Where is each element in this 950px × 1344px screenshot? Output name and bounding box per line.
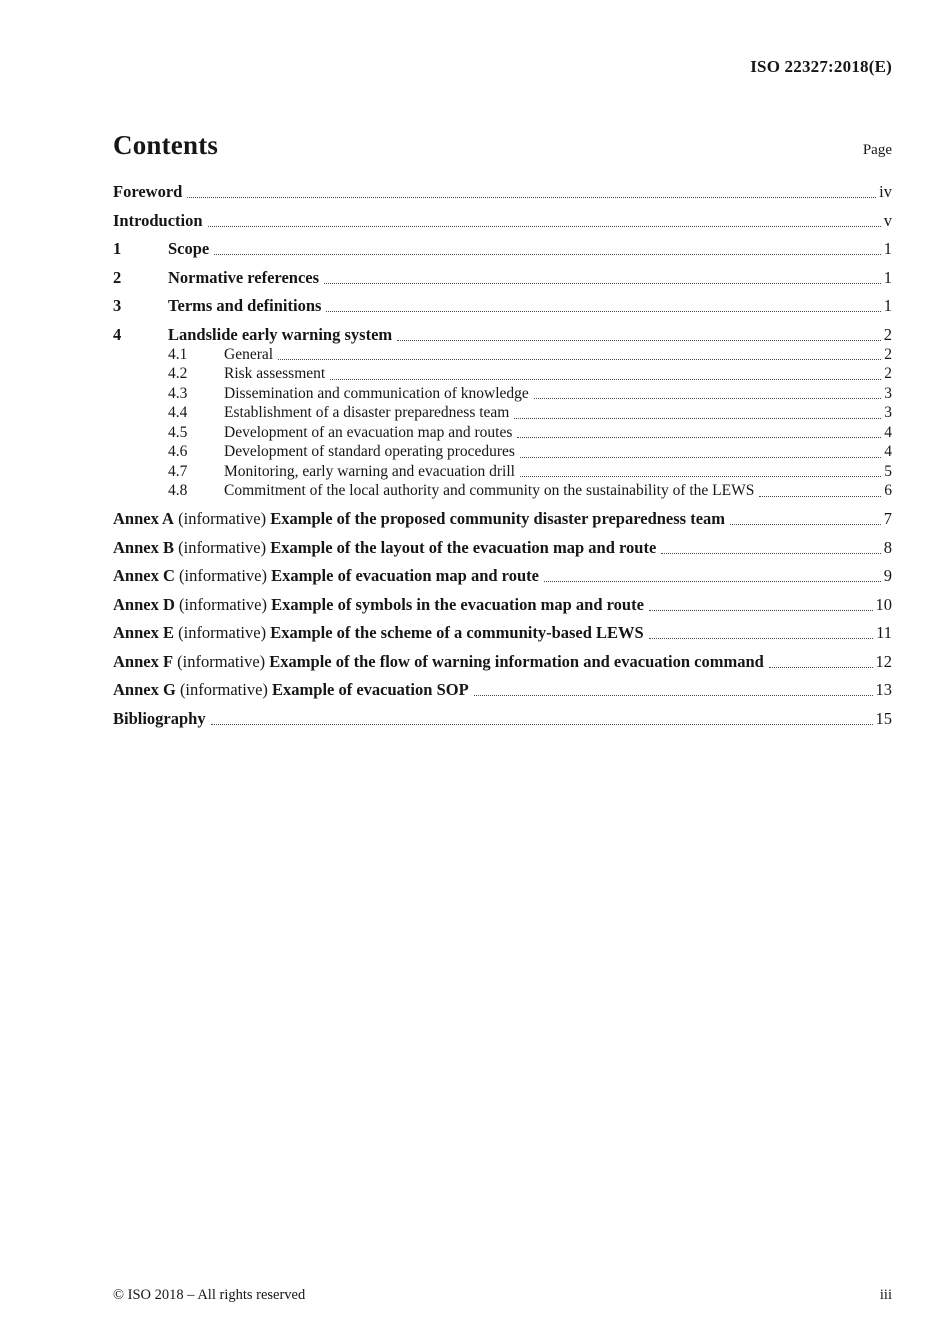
annex-prefix: Annex B — [113, 537, 174, 557]
toc-entry-page: iv — [879, 182, 892, 201]
toc-entry — [113, 652, 892, 672]
toc-entry-page: 13 — [875, 680, 892, 699]
toc-entry-number: 4.5 — [168, 423, 188, 441]
dot-leader — [517, 437, 881, 438]
annex-title-text: Example of evacuation SOP — [272, 680, 469, 699]
annex-title-text: Example of symbols in the evacuation map and route — [271, 594, 644, 614]
toc-entry-number: 4.2 — [168, 365, 188, 382]
toc-entry-title — [113, 595, 644, 615]
toc-entry-number: 4.6 — [168, 443, 188, 460]
dot-leader — [211, 724, 873, 725]
copyright-notice: © ISO 2018 – All rights reserved — [113, 1287, 306, 1303]
toc-entry-title — [113, 680, 469, 700]
dot-leader — [214, 254, 881, 255]
toc-list — [113, 182, 892, 729]
toc-entry-page: 12 — [875, 651, 892, 671]
toc-entry-page: 3 — [884, 384, 892, 402]
toc-entry-page: 2 — [884, 345, 892, 363]
toc-entry-title: Development of an evacuation map and routes — [224, 423, 513, 441]
toc-entry-number: 4 — [113, 324, 122, 344]
toc-entry-title — [113, 652, 764, 672]
toc-entry — [113, 423, 892, 443]
annex-prefix: Annex F — [113, 651, 174, 671]
annex-infix: (informative) — [173, 537, 271, 557]
toc-entry — [113, 509, 892, 529]
toc-entry-page: 7 — [883, 509, 892, 528]
dot-leader — [534, 398, 881, 399]
toc-entry — [113, 268, 892, 288]
document-reference: ISO 22327:2018(E) — [750, 57, 892, 76]
toc-entry-number: 4.3 — [168, 384, 188, 402]
toc-entry-page: 5 — [884, 462, 892, 480]
toc-entry-number: 4.4 — [168, 404, 188, 421]
toc-entry — [113, 481, 892, 501]
dot-leader — [330, 379, 881, 380]
dot-leader — [278, 359, 881, 360]
annex-prefix: Annex C — [113, 566, 175, 585]
page-column-label: Page — [862, 142, 892, 158]
toc-entry-page: 10 — [875, 594, 892, 614]
toc-entry-number: 4.8 — [168, 482, 188, 499]
toc-entry — [113, 384, 892, 404]
toc-entry-page: 2 — [884, 365, 892, 382]
annex-infix: (informative) — [174, 594, 272, 614]
annex-prefix: Annex A — [113, 509, 174, 528]
toc-entry-title: Foreword — [113, 182, 183, 201]
toc-entry-page: 1 — [883, 267, 892, 287]
annex-prefix: Annex G — [113, 680, 176, 699]
toc-entry-number: 3 — [113, 296, 122, 315]
annex-title-text: Example of the proposed community disaster preparedness team — [270, 509, 726, 528]
toc-entry-page: 4 — [884, 423, 892, 441]
dot-leader — [514, 418, 881, 419]
toc-entry-title — [113, 566, 539, 586]
toc-entry-page: 6 — [884, 482, 892, 499]
toc-entry-title: Development of standard operating procedures — [224, 443, 515, 460]
toc-entry — [113, 709, 892, 729]
toc-entry — [113, 345, 892, 365]
toc-entry — [113, 623, 892, 643]
toc-entry — [113, 364, 892, 384]
toc-entry-page: 2 — [883, 324, 892, 344]
toc-entry-page: 8 — [883, 537, 892, 557]
annex-infix: (informative) — [173, 509, 271, 528]
annex-prefix: Annex D — [113, 594, 175, 614]
dot-leader — [326, 311, 880, 312]
annex-infix: (informative) — [175, 680, 273, 699]
page-footer — [113, 1287, 892, 1304]
toc-entry-page: 3 — [884, 404, 892, 421]
toc-entry — [113, 325, 892, 345]
toc-entry — [113, 403, 892, 423]
dot-leader — [730, 524, 881, 525]
folio-page-number: iii — [879, 1287, 892, 1303]
toc-entry-title: Commitment of the local authority and community on the sustainability of the LEWS — [224, 482, 755, 499]
dot-leader — [661, 553, 880, 554]
annex-title-text: Example of the scheme of a community-based LEWS — [270, 623, 644, 642]
dot-leader — [397, 340, 881, 341]
toc-entry-page: 4 — [884, 443, 892, 460]
toc-entry-title: Introduction — [113, 210, 203, 230]
dot-leader — [759, 496, 881, 497]
toc-entry — [113, 462, 892, 482]
contents-header — [113, 130, 892, 161]
toc-entry-title: Bibliography — [113, 708, 206, 728]
toc-entry — [113, 182, 892, 202]
annex-title-text: Example of the layout of the evacuation map and route — [270, 537, 657, 557]
toc-entry — [113, 239, 892, 259]
toc-entry-page: 1 — [883, 296, 892, 315]
toc-entry-title: Risk assessment — [224, 365, 326, 382]
toc-entry-page: v — [883, 210, 892, 230]
toc-entry-title — [113, 623, 644, 643]
toc-entry-title: Dissemination and communication of knowledge — [224, 384, 529, 402]
toc-entry-page: 1 — [883, 239, 892, 258]
toc-entry-title: Establishment of a disaster preparedness team — [224, 404, 510, 421]
annex-title-text: Example of the flow of warning information and evacuation command — [269, 651, 764, 671]
toc-entry-title: Landslide early warning system — [168, 324, 393, 344]
dot-leader — [544, 581, 881, 582]
annex-title-text: Example of evacuation map and route — [271, 566, 539, 585]
toc-entry-number: 2 — [113, 267, 122, 287]
annex-infix: (informative) — [173, 623, 271, 642]
contents-title: Contents — [113, 130, 219, 160]
toc-entry — [113, 211, 892, 231]
toc-entry-number: 1 — [113, 239, 122, 258]
toc-entry-title — [113, 509, 725, 529]
dot-leader — [520, 457, 881, 458]
annex-prefix: Annex E — [113, 623, 174, 642]
toc-entry-title — [113, 538, 656, 558]
dot-leader — [474, 695, 873, 696]
toc-entry — [113, 296, 892, 316]
toc-entry-page: 11 — [876, 623, 892, 642]
toc-entry — [113, 538, 892, 558]
dot-leader — [649, 610, 873, 611]
dot-leader — [520, 476, 881, 477]
toc-entry-title: General — [224, 345, 274, 363]
toc-entry-page: 15 — [875, 708, 892, 728]
annex-infix: (informative) — [174, 566, 272, 585]
toc-entry-number: 4.7 — [168, 462, 188, 480]
toc-entry-title: Monitoring, early warning and evacuation drill — [224, 462, 515, 480]
toc-entry — [113, 566, 892, 586]
toc-entry — [113, 442, 892, 462]
toc-entry-title: Scope — [168, 239, 210, 258]
dot-leader — [324, 283, 881, 284]
toc-entry — [113, 680, 892, 700]
dot-leader — [769, 667, 873, 668]
annex-infix: (informative) — [173, 651, 270, 671]
dot-leader — [187, 197, 876, 198]
toc-entry-title: Terms and definitions — [168, 296, 322, 315]
toc-entry-title: Normative references — [168, 267, 320, 287]
toc-entry-number: 4.1 — [168, 345, 188, 363]
dot-leader — [649, 638, 873, 639]
dot-leader — [208, 226, 881, 227]
toc-entry — [113, 595, 892, 615]
page-content — [113, 0, 892, 729]
toc-entry-page: 9 — [883, 566, 892, 585]
